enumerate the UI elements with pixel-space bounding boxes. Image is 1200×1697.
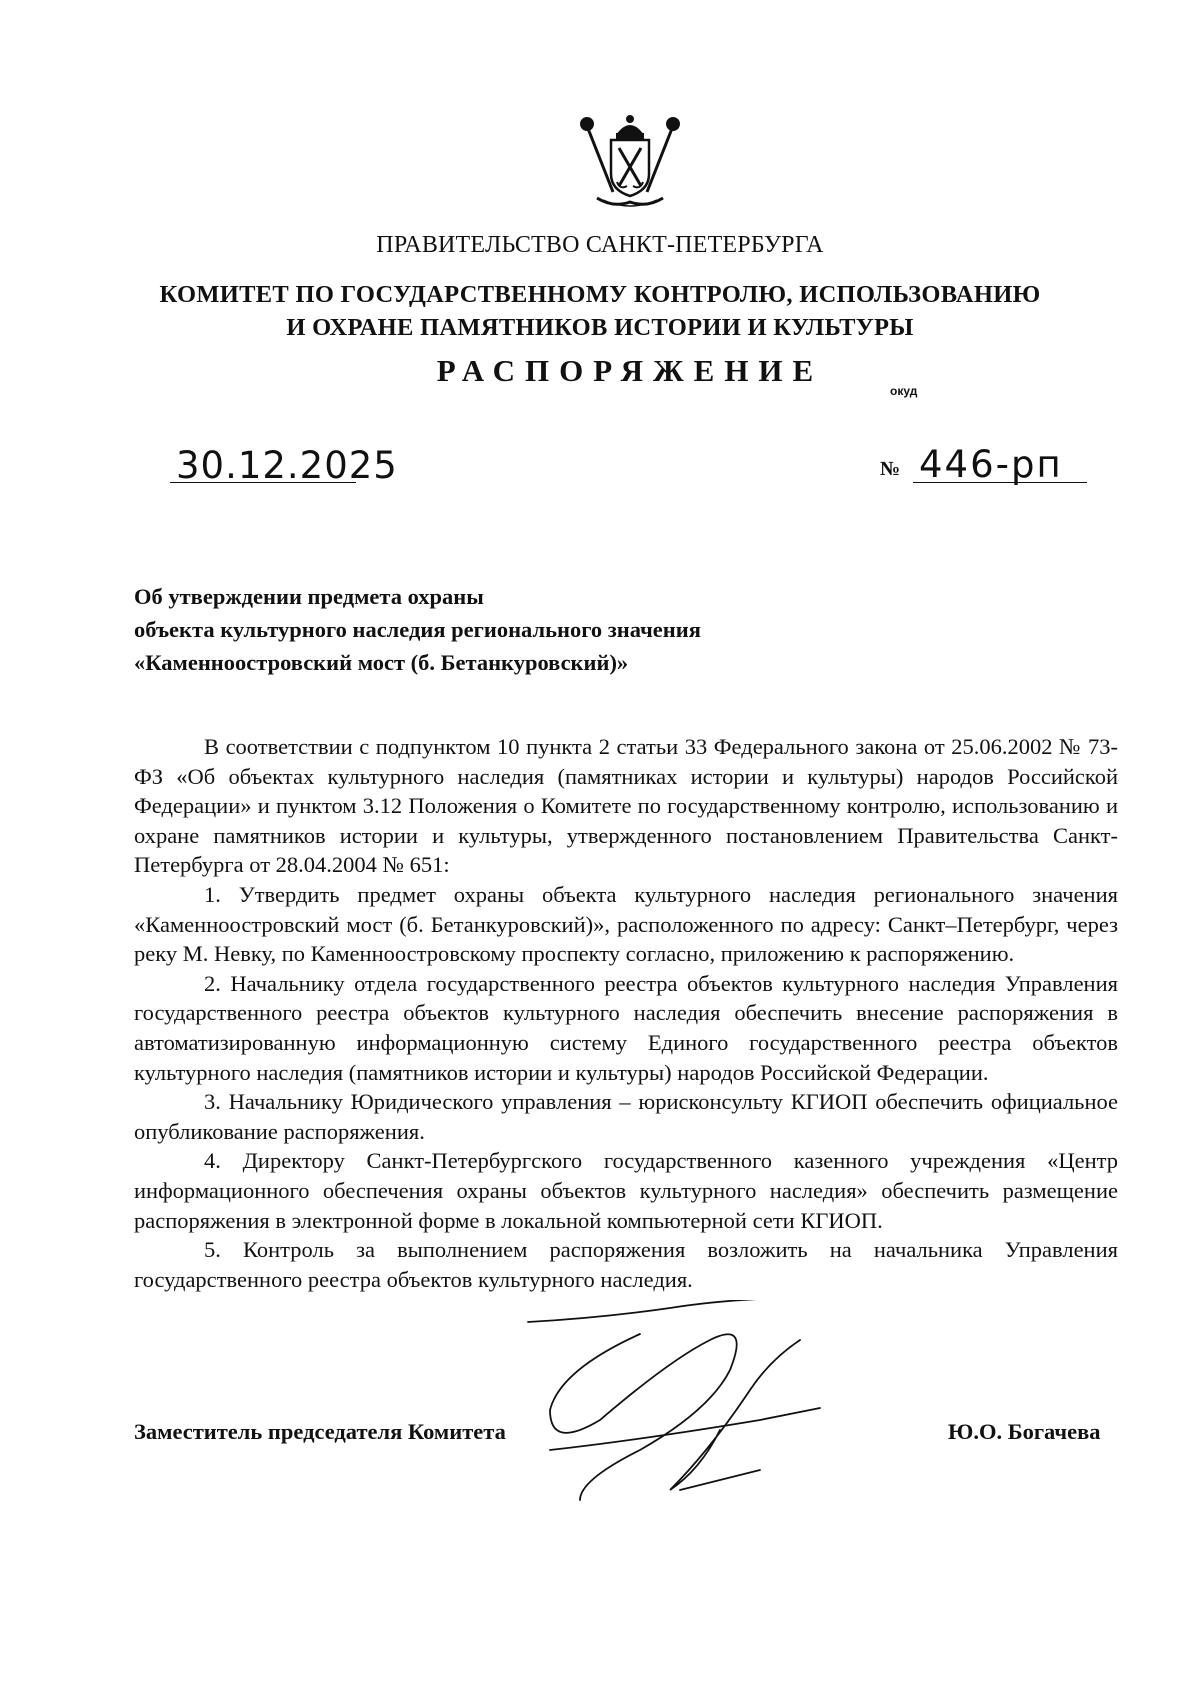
clause-5: 5. Контроль за выполнением распоряжения возложить на начальника Управления государственного реестра объектов культурного наследия. bbox=[134, 1237, 1118, 1292]
committee-line-1: КОМИТЕТ ПО ГОСУДАРСТВЕННОМУ КОНТРОЛЮ, ИСПОЛЬЗОВАНИЮ bbox=[159, 281, 1041, 308]
subject-line-3: «Каменноостровский мост (б. Бетанкуровский)» bbox=[134, 650, 629, 675]
number-label: № bbox=[880, 458, 901, 480]
document-date: 30.12.2025 bbox=[176, 444, 398, 487]
signer-title: Заместитель председателя Комитета bbox=[134, 1419, 506, 1444]
document-number: 446-рп bbox=[919, 443, 1063, 486]
document-subject bbox=[134, 580, 701, 679]
clause-3: 3. Начальнику Юридического управления – юрисконсульту КГИОП обеспечить официальное опубликование распоряжения. bbox=[134, 1089, 1118, 1144]
subject-line-1: Об утверждении предмета охраны bbox=[134, 584, 484, 609]
handwritten-signature bbox=[520, 1300, 850, 1510]
government-heading: ПРАВИТЕЛЬСТВО САНКТ-ПЕТЕРБУРГА bbox=[376, 232, 824, 258]
coat-of-arms-icon bbox=[573, 112, 687, 212]
date-underline bbox=[170, 482, 356, 483]
number-underline bbox=[913, 482, 1087, 483]
document-body bbox=[134, 732, 1118, 1294]
committee-heading bbox=[0, 278, 1200, 344]
clause-4: 4. Директору Санкт-Петербургского государственного казенного учреждения «Центр информационного обеспечения охраны объектов культурного наследия» обеспечить размещение распоряжения в электронной форме в локальной компьютерной сети КГИОП. bbox=[134, 1148, 1118, 1233]
okud-label: окуд bbox=[890, 384, 918, 398]
subject-line-2: объекта культурного наследия регионального значения bbox=[134, 617, 701, 642]
preamble-paragraph: В соответствии с подпунктом 10 пункта 2 статьи 33 Федерального закона от 25.06.2002 № 73-ФЗ «Об объектах культурного наследия (памятниках истории и культуры) народов Российской Федерации» и пунктом 3.12 Положения о Комитете по государственному контролю, использованию и охране памятников истории и культуры, утвержденного постановлением Правительства Санкт-Петербурга от 28.04.2004 № 651: bbox=[134, 734, 1118, 878]
committee-line-2: И ОХРАНЕ ПАМЯТНИКОВ ИСТОРИИ И КУЛЬТУРЫ bbox=[286, 314, 914, 341]
document-type: РАСПОРЯЖЕНИЕ bbox=[436, 353, 824, 388]
clause-1: 1. Утвердить предмет охраны объекта культурного наследия регионального значения «Каменноостровский мост (б. Бетанкуровский)», расположенного по адресу: Санкт–Петербург, через реку М. Невку, по Каменноостровскому проспекту согласно, приложению к распоряжению. bbox=[134, 881, 1118, 967]
signer-name: Ю.О. Богачева bbox=[948, 1419, 1101, 1444]
clause-2: 2. Начальнику отдела государственного реестра объектов культурного наследия Управления государственного реестра объектов культурного наследия обеспечить внесение распоряжения в автоматизированную информационную систему Единого государственного реестра объектов культурного наследия (памятников истории и культуры) народов Российской Федерации. bbox=[134, 970, 1118, 1085]
